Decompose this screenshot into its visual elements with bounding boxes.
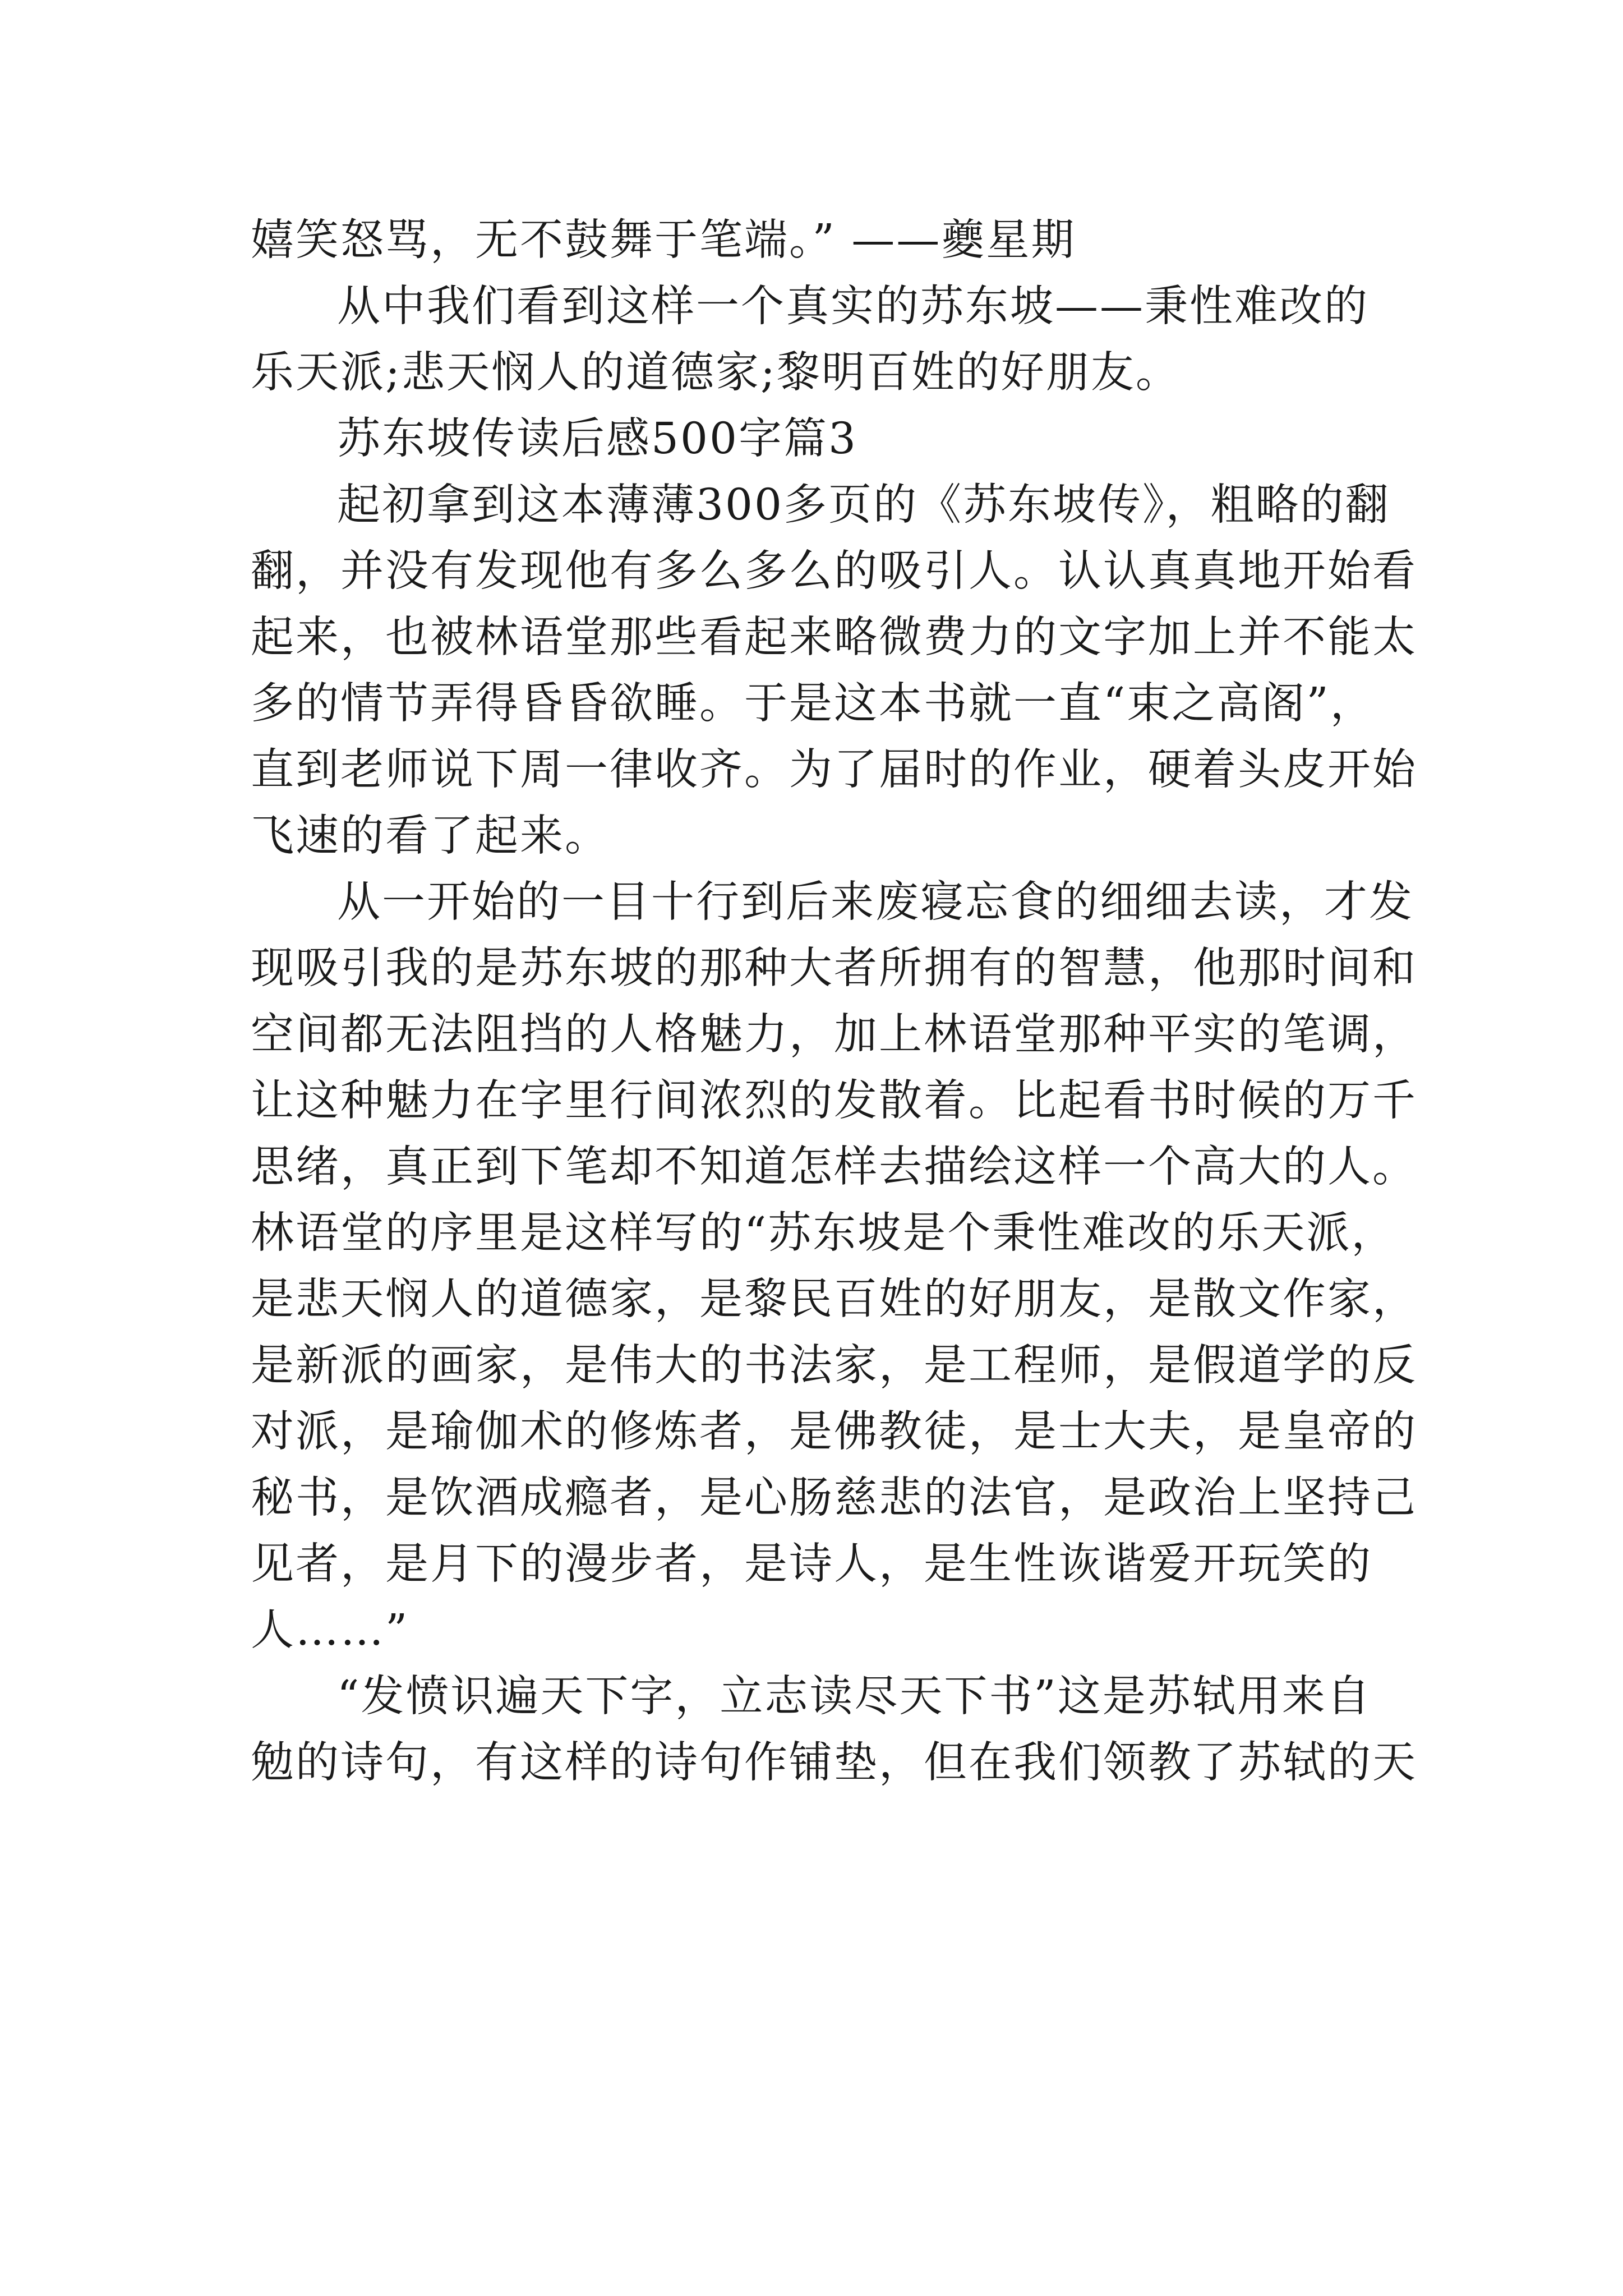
section-heading: 苏东坡传读后感500字篇3: [337, 414, 857, 464]
text-line: 从中我们看到这样一个真实的苏东坡——秉性难改的: [337, 282, 1369, 332]
text-line: 林语堂的序里是这样写的“苏东坡是个秉性难改的乐天派，: [251, 1208, 1396, 1258]
text-line: 让这种魅力在字里行间浓烈的发散着。比起看书时候的万千: [251, 1076, 1417, 1126]
text-line: “发愤识遍天下字，立志读尽天下书”这是苏轼用来自: [337, 1672, 1372, 1722]
text-line: 秘书，是饮酒成瘾者，是心肠慈悲的法官，是政治上坚持己: [251, 1473, 1417, 1523]
text-line: 起初拿到这本薄薄300多页的《苏东坡传》，粗略的翻: [337, 480, 1390, 530]
text-line: 人……”: [251, 1605, 409, 1655]
text-line: 勉的诗句，有这样的诗句作铺垫，但在我们领教了苏轼的天: [251, 1738, 1417, 1788]
text-line: 思绪，真正到下笔却不知道怎样去描绘这样一个高大的人。: [251, 1142, 1417, 1192]
text-line: 是新派的画家，是伟大的书法家，是工程师，是假道学的反: [251, 1341, 1417, 1391]
text-line: 见者，是月下的漫步者，是诗人，是生性诙谐爱开玩笑的: [251, 1539, 1372, 1589]
text-line: 直到老师说下周一律收齐。为了届时的作业，硬着头皮开始: [251, 745, 1417, 795]
body-text: [251, 208, 1417, 1796]
text-line: 现吸引我的是苏东坡的那种大者所拥有的智慧，他那时间和: [251, 944, 1417, 993]
text-line: 对派，是瑜伽术的修炼者，是佛教徒，是士大夫，是皇帝的: [251, 1407, 1417, 1457]
text-line: 空间都无法阻挡的人格魅力，加上林语堂那种平实的笔调，: [251, 1010, 1417, 1060]
text-line: 翻，并没有发现他有多么多么的吸引人。认认真真地开始看: [251, 546, 1417, 596]
text-line: 飞速的看了起来。: [251, 811, 610, 861]
text-line: 从一开始的一目十行到后来废寝忘食的细细去读，才发: [337, 877, 1414, 927]
text-line: 起来，也被林语堂那些看起来略微费力的文字加上并不能太: [251, 613, 1417, 662]
text-line: 多的情节弄得昏昏欲睡。于是这本书就一直“束之高阁”，: [251, 679, 1375, 729]
text-line: 嬉笑怒骂，无不鼓舞于笔端。” ——夔星期: [251, 215, 1076, 265]
text-line: 乐天派;悲天悯人的道德家;黎明百姓的好朋友。: [251, 348, 1181, 398]
text-line: 是悲天悯人的道德家，是黎民百姓的好朋友，是散文作家，: [251, 1274, 1417, 1324]
